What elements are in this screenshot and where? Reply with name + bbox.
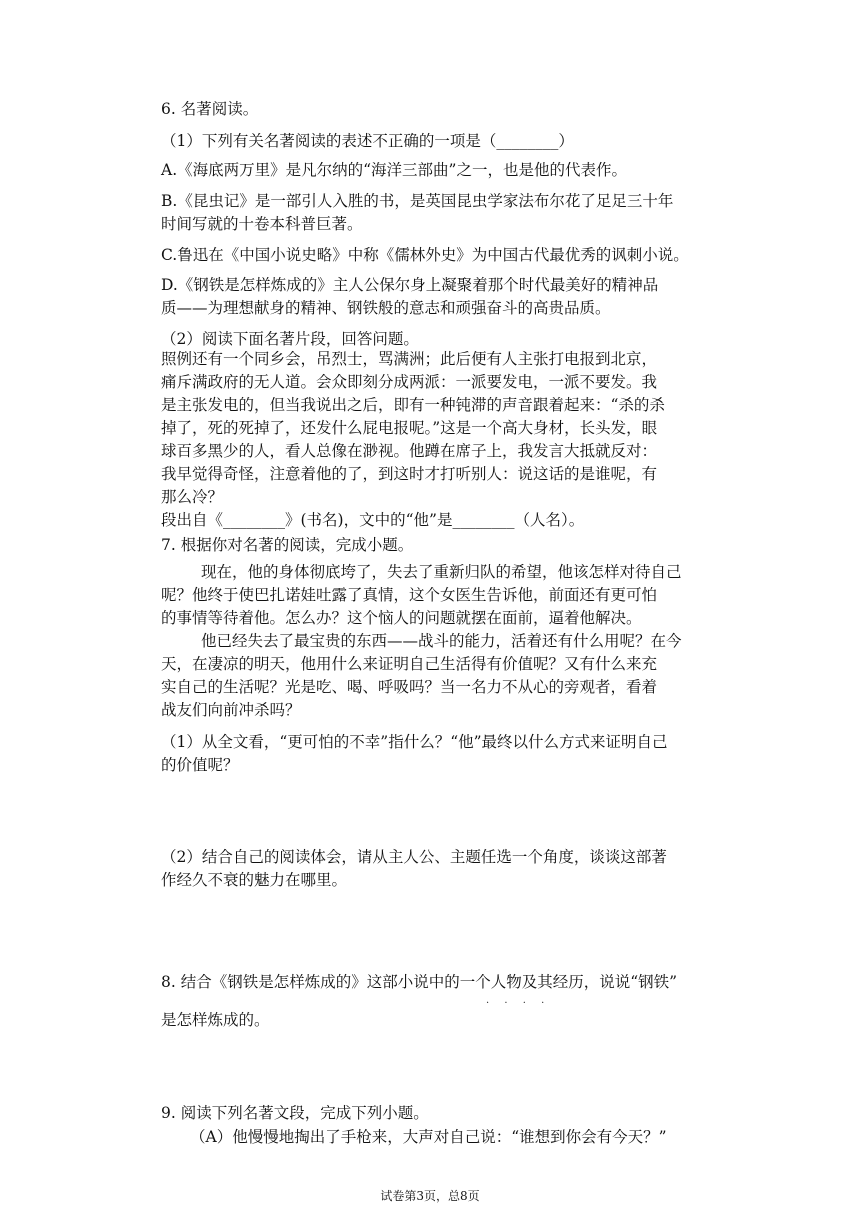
q7-para2-line: 实自己的生活呢？光是吃、喝、呼吸吗？当一名力不从心的旁观者，看着 <box>161 678 658 696</box>
q6-option-b-line2: 时间写就的十卷本科普巨著。 <box>161 215 363 233</box>
q6-passage-line: 我早觉得奇怪，注意着他的了，到这时才打听别人：说这话的是谁呢，有 <box>161 465 658 483</box>
q8-line1: 8. 结合《钢铁是怎样炼成的》这部小说中的一个人物及其经历，说说“钢铁” <box>161 973 678 991</box>
q7-title: 7. 根据你对名著的阅读，完成小题。 <box>161 536 414 554</box>
q6-fill-blank: 段出自《________》(书名)，文中的“他”是________（人名）。 <box>161 511 585 529</box>
q6-passage-line: 是主张发电的，但当我说出之后，即有一种钝滞的声音跟着起来：“杀的杀 <box>161 396 665 414</box>
q6-part1-stem: （1）下列有关名著阅读的表述不正确的一项是（________） <box>161 132 574 150</box>
q7-sub2-line: （2）结合自己的阅读体会，请从主人公、主题任选一个角度，谈谈这部著 <box>161 848 667 866</box>
emphasis-dots: · · · · <box>486 998 551 1009</box>
q6-passage-line: 掉了，死的死掉了，还发什么屁电报呢。”这是一个高大身材，长头发，眼 <box>161 419 658 437</box>
q7-para2-line: 战友们向前冲杀吗？ <box>161 701 301 719</box>
page-footer: 试卷第3页，总8页 <box>380 1189 480 1203</box>
q9-passage-line: （A）他慢慢地掏出了手枪来，大声对自己说：“谁想到你会有今天？” <box>190 1128 667 1146</box>
q7-sub1-line: （1）从全文看，“更可怕的不幸”指什么？“他”最终以什么方式来证明自己 <box>161 733 668 751</box>
q6-passage-line: 痛斥满政府的无人道。会众即刻分成两派：一派要发电，一派不要发。我 <box>161 373 658 391</box>
q6-option-a: A.《海底两万里》是凡尔纳的“海洋三部曲”之一，也是他的代表作。 <box>161 161 627 179</box>
q7-para1-line: 现在，他的身体彻底垮了，失去了重新归队的希望，他该怎样对待自己 <box>201 563 682 581</box>
q6-passage-line: 那么冷？ <box>161 488 224 506</box>
q6-option-d-line1: D.《钢铁是怎样炼成的》主人公保尔身上凝聚着那个时代最美好的精神品 <box>161 276 659 294</box>
q6-passage-line: 照例还有一个同乡会，吊烈士，骂满洲；此后便有人主张打电报到北京， <box>161 350 658 368</box>
q7-para1-line: 的事情等待着他。怎么办？这个恼人的问题就摆在面前，逼着他解决。 <box>161 609 642 627</box>
q6-option-b-line1: B.《昆虫记》是一部引人入胜的书，是英国昆虫学家法布尔花了足足三十年 <box>161 192 674 210</box>
q7-para1-line: 呢？他终于使巴扎诺娃吐露了真情，这个女医生告诉他，前面还有更可怕 <box>161 586 658 604</box>
q9-title: 9. 阅读下列名著文段，完成下列小题。 <box>161 1104 429 1122</box>
q7-para2-line: 他已经失去了最宝贵的东西——战斗的能力，活着还有什么用呢？在今 <box>201 632 682 650</box>
q7-sub1-line: 的价值呢？ <box>161 756 239 774</box>
q7-sub2-line: 作经久不衰的魅力在哪里。 <box>161 871 348 889</box>
q6-option-d-line2: 质——为理想献身的精神、钢铁般的意志和顽强奋斗的高贵品质。 <box>161 299 611 317</box>
q6-passage-line: 球百多黑少的人，看人总像在渺视。他蹲在席子上，我发言大抵就反对： <box>161 442 658 460</box>
q6-option-c: C.鲁迅在《中国小说史略》中称《儒林外史》为中国古代最优秀的讽刺小说。 <box>161 246 689 264</box>
q6-part2-stem: （2）阅读下面名著片段，回答问题。 <box>161 330 419 348</box>
q7-para2-line: 天，在凄凉的明天，他用什么来证明自己生活得有价值呢？又有什么来充 <box>161 655 658 673</box>
q6-title: 6. 名著阅读。 <box>161 100 259 118</box>
q8-line2: 是怎样炼成的。 <box>161 1011 270 1029</box>
